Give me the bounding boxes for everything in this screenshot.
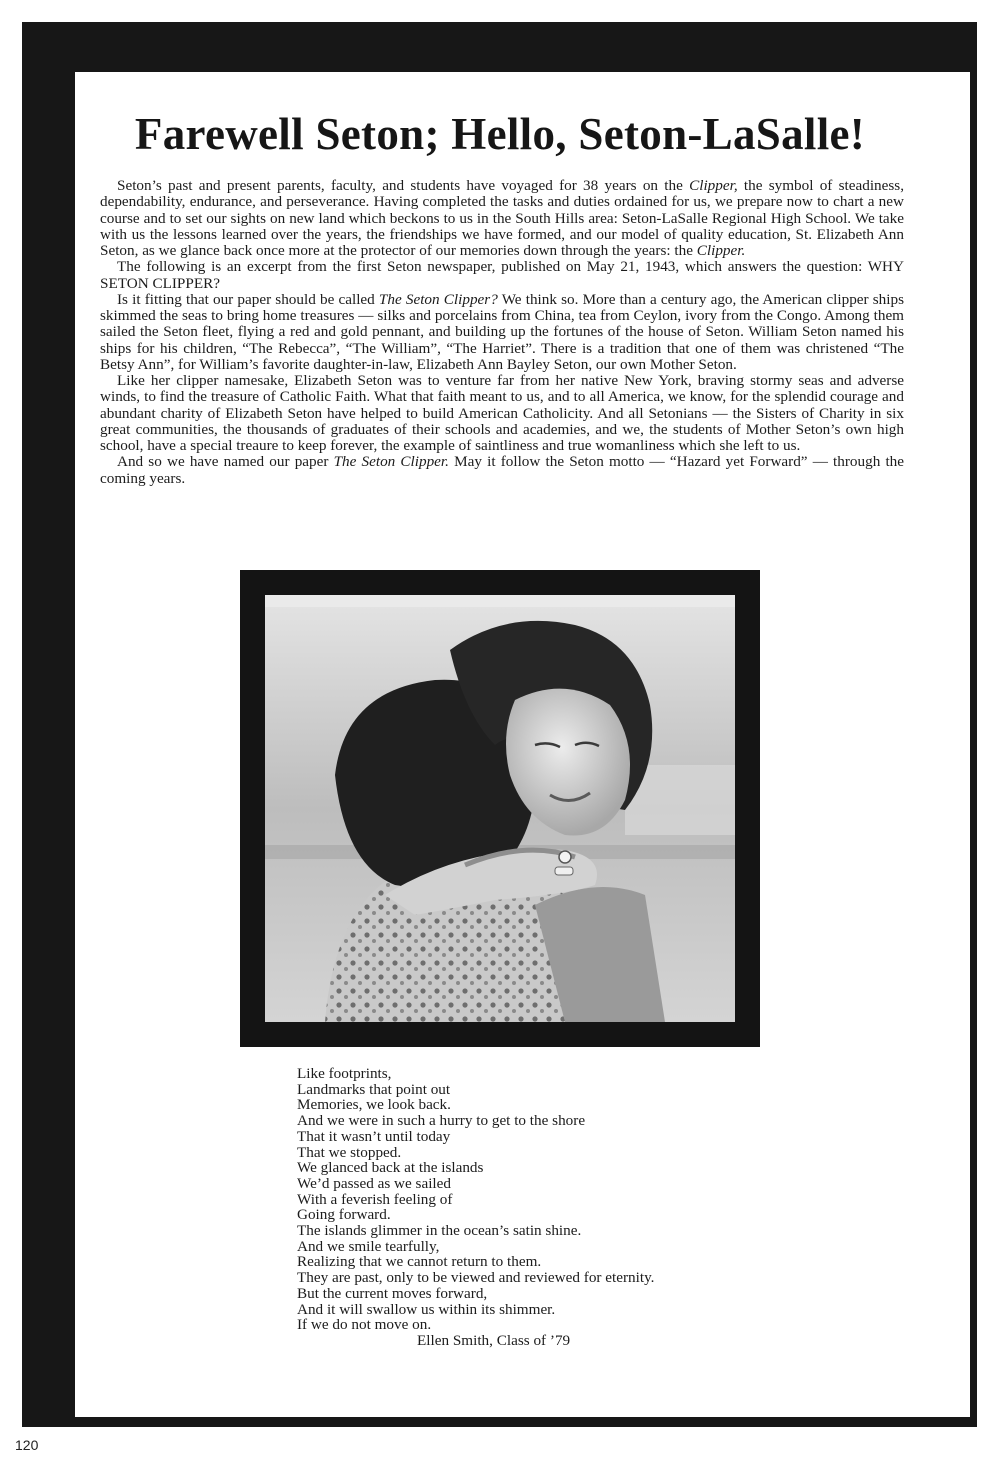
poem-line: That we stopped.: [297, 1143, 402, 1161]
poem-line: Realizing that we cannot return to them.: [297, 1253, 542, 1271]
poem-line: Going forward.: [297, 1206, 391, 1224]
poem: [297, 1066, 757, 1349]
embrace-photo: [265, 595, 735, 1022]
article-paragraph-1: Seton’s past and present parents, faculty, and students have voyaged for 38 years on the Clipper, the symbol of steadiness, dependability, endurance, and perseverance. Having completed the tasks and duties ordained for us, we prepare now to chart a new course and to set our sights on new land which beckons to us in the South Hills area: Seton-LaSalle Regional High School. We take with us the lessons learned over the years, the friendships we have formed, and our model of quality education, St. Elizabeth Ann Seton, as we glance back once more at the protector of our memories down through the years: the Clipper.: [100, 177, 904, 259]
poem-line: And it will swallow us within its shimmer.: [297, 1300, 556, 1318]
photo-frame: [240, 570, 760, 1047]
embrace-photo-illustration: [265, 595, 735, 1022]
page-title: Farewell Seton; Hello, Seton-LaSalle!: [134, 109, 866, 159]
poem-line: But the current moves forward,: [297, 1284, 488, 1302]
poem-line: Landmarks that point out: [297, 1080, 451, 1098]
poem-line: Like footprints,: [297, 1065, 392, 1082]
article-paragraph-4: Like her clipper namesake, Elizabeth Seton was to venture far from her native New York, braving stormy seas and adverse winds, to find the treasure of Catholic Faith. What that faith meant to us, and to all America, we know, for the splendid courage and abundant charity of Elizabeth Seton have helped to build American Catholicity. And all Setonians — the Sisters of Charity in six great communities, the thousands of graduates of their schools and academies, and we, the students of Mother Seton’s own high school, have a special treaure to keep forever, the example of saintliness and true womanliness which she left to us.: [100, 372, 904, 454]
article-paragraph-3: Is it fitting that our paper should be called The Seton Clipper? We think so. More than a century ago, the American clipper ships skimmed the seas to bring home treasures — silks and porcelains from China, tea from Ceylon, ivory from the Congo. Among them sailed the Seton fleet, flying a red and gold pennant, and building up the fortunes of the house of Seton. William Seton named his ships for his children, “The Rebecca”, “The William”, “The Harriet”. There is a tradition that one of them was christened “The Betsy Ann”, for William’s favorite daughter-in-law, Elizabeth Ann Bayley Seton, our own Mother Seton.: [100, 290, 904, 373]
page-number: 120: [15, 1437, 39, 1453]
poem-line: We glanced back at the islands: [297, 1159, 484, 1177]
article-paragraph-2: The following is an excerpt from the first Seton newspaper, published on May 21, 1943, which answers the question: WHY SETON CLIPPER?: [100, 258, 904, 292]
poem-line: And we were in such a hurry to get to the shore: [297, 1112, 586, 1130]
poem-line: The islands glimmer in the ocean’s satin shine.: [297, 1222, 582, 1240]
poem-line: They are past, only to be viewed and reviewed for eternity.: [297, 1269, 655, 1287]
poem-line: And we smile tearfully,: [297, 1237, 440, 1255]
article-paragraph-5: And so we have named our paper The Seton Clipper. May it follow the Seton motto — “Hazard yet Forward” — through the coming years.: [100, 453, 905, 487]
poem-line: If we do not move on.: [297, 1316, 432, 1334]
poem-line: With a feverish feeling of: [297, 1190, 453, 1208]
poem-line: That it wasn’t until today: [297, 1127, 451, 1145]
poem-credit: Ellen Smith, Class of ’79: [417, 1331, 571, 1349]
article-body: [100, 178, 904, 487]
poem-line: Memories, we look back.: [297, 1096, 451, 1114]
poem-line: We’d passed as we sailed: [297, 1174, 451, 1192]
